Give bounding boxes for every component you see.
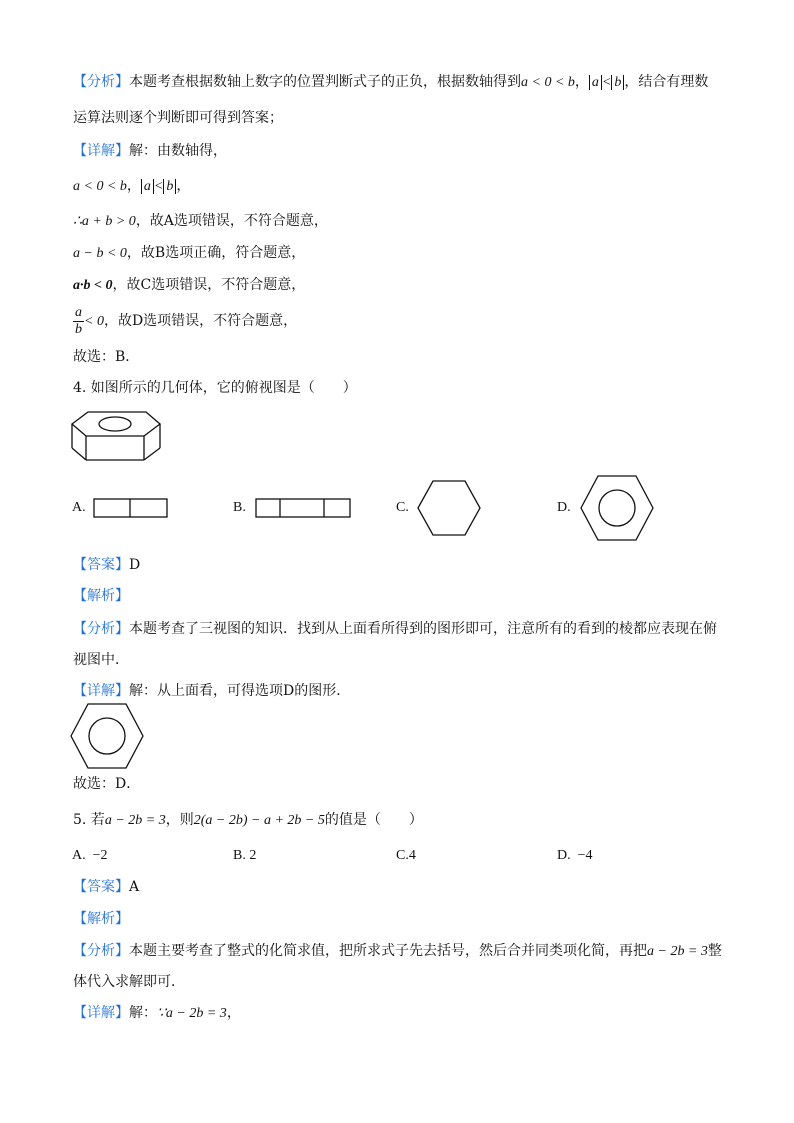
q5-option-a (72, 846, 108, 866)
detail-tag: 【详解】 (73, 1005, 129, 1021)
option-d-label: D. (557, 500, 571, 515)
abs-b: b (163, 179, 176, 194)
answer-value: A (129, 879, 140, 895)
hex-nut-solid-figure (70, 410, 162, 464)
detail-text: 解：从上面看，可得选项D的图形． (129, 683, 351, 699)
q5-detail-line (73, 1003, 241, 1024)
detail-text: 解：由数轴得， (129, 143, 227, 159)
q5-option-c (396, 846, 416, 866)
stem-text: ，则 (165, 812, 194, 828)
math-inequality: a < 0 < b (521, 75, 575, 90)
answer-tag: 【答案】 (73, 557, 129, 573)
q3-choose: 故选：B． (73, 349, 140, 365)
q3-detail-line (73, 141, 227, 161)
abs-b: b (611, 75, 624, 90)
step-text: ，故A选项错误，不符合题意， (135, 213, 328, 229)
denominator: b (75, 321, 82, 337)
math-expression: 2(a − 2b) − a + 2b − 5 (193, 813, 325, 828)
q5-answer-line (73, 877, 139, 897)
q5-analysis-line1 (73, 941, 722, 962)
option-value: −4 (577, 848, 593, 863)
math-expr: ∴a + b > 0 (73, 214, 136, 229)
q4-jiexi-tag: 【解析】 (73, 588, 129, 604)
q4-analysis-line2: 视图中． (73, 652, 129, 668)
analysis-text: 本题主要考查了整式的化简求值，把所求式子先去括号，然后合并同类项化简，再把 (129, 943, 647, 959)
option-value: 2 (249, 848, 257, 863)
analysis-text-2: ，结合有理数 (624, 74, 709, 90)
detail-tag: 【详解】 (73, 143, 129, 159)
separator: ， (226, 1005, 241, 1021)
analysis-text: 整 (707, 943, 722, 959)
analysis-tag: 【分析】 (73, 943, 129, 959)
math-expr: < 0 (84, 314, 104, 329)
q4-choose: 故选：D． (73, 776, 141, 792)
q4-detail-line (73, 681, 350, 701)
fraction-a-over-b (73, 305, 84, 338)
math-expr: a − b < 0 (73, 246, 127, 261)
math-expr: ∵a − 2b = 3 (157, 1006, 227, 1021)
option-a-label: A. (72, 500, 86, 515)
q5-stem (73, 810, 423, 831)
question-number: 5. 若 (73, 812, 105, 828)
answer-hexagon-circle-figure (70, 703, 144, 769)
q3-step1 (73, 176, 190, 197)
option-label: C. (396, 848, 409, 863)
q4-stem: 4. 如图所示的几何体，它的俯视图是（ ） (73, 380, 357, 396)
step-text: ，故D选项错误，不符合题意， (103, 313, 298, 329)
analysis-tag: 【分析】 (73, 621, 129, 637)
numerator: a (75, 304, 82, 320)
q3-step2 (73, 211, 328, 232)
math-condition: a − 2b = 3 (104, 813, 166, 828)
detail-text: 解： (129, 1005, 157, 1021)
option-a-rectangles-icon (93, 498, 168, 518)
option-label: D. (557, 848, 571, 863)
option-c-hexagon-icon (417, 480, 481, 536)
math-inequality: a < 0 < b (73, 179, 127, 194)
less-than: < (153, 179, 164, 194)
abs-a: a (141, 179, 154, 194)
stem-text: 的值是（ ） (324, 812, 423, 828)
option-value: −2 (92, 848, 108, 863)
math-condition: a − 2b = 3 (647, 944, 708, 959)
q5-option-d (557, 846, 593, 866)
separator: ， (176, 178, 191, 194)
q3-step5 (73, 303, 297, 340)
option-value: 4 (408, 848, 416, 863)
option-c-label: C. (396, 500, 409, 515)
math-expr: a·b < 0 (73, 278, 113, 293)
q4-answer-line (73, 555, 140, 575)
option-label: B. (233, 848, 246, 863)
q3-analysis-line2: 运算法则逐个判断即可得到答案； (73, 110, 283, 126)
q5-jiexi-tag: 【解析】 (73, 911, 129, 927)
answer-value: D (129, 557, 141, 573)
separator: ， (574, 74, 589, 90)
q5-analysis-line2: 体代入求解即可． (73, 974, 185, 990)
detail-tag: 【详解】 (73, 683, 129, 699)
option-d-hexagon-circle-icon (580, 475, 654, 541)
q3-step3 (73, 243, 305, 264)
step-text: ，故C选项错误，不符合题意， (112, 277, 306, 293)
option-label: A. (72, 848, 86, 863)
q4-analysis-line1 (73, 619, 717, 639)
step-text: ，故B选项正确，符合题意， (126, 245, 306, 261)
analysis-text: 本题考查了三视图的知识．找到从上面看所得到的图形即可，注意所有的看到的棱都应表现在俯 (129, 621, 717, 637)
option-b-label: B. (233, 500, 246, 515)
answer-tag: 【答案】 (73, 879, 129, 895)
analysis-tag: 【分析】 (73, 74, 129, 90)
option-b-rectangles-icon (255, 498, 351, 518)
q3-analysis-line1 (73, 72, 708, 93)
q3-step4 (73, 275, 305, 296)
analysis-text: 本题考查根据数轴上数字的位置判断式子的正负，根据数轴得到 (129, 74, 521, 90)
abs-a: a (589, 75, 602, 90)
separator: ， (126, 178, 141, 194)
q5-option-b (233, 846, 256, 866)
less-than: < (601, 75, 612, 90)
